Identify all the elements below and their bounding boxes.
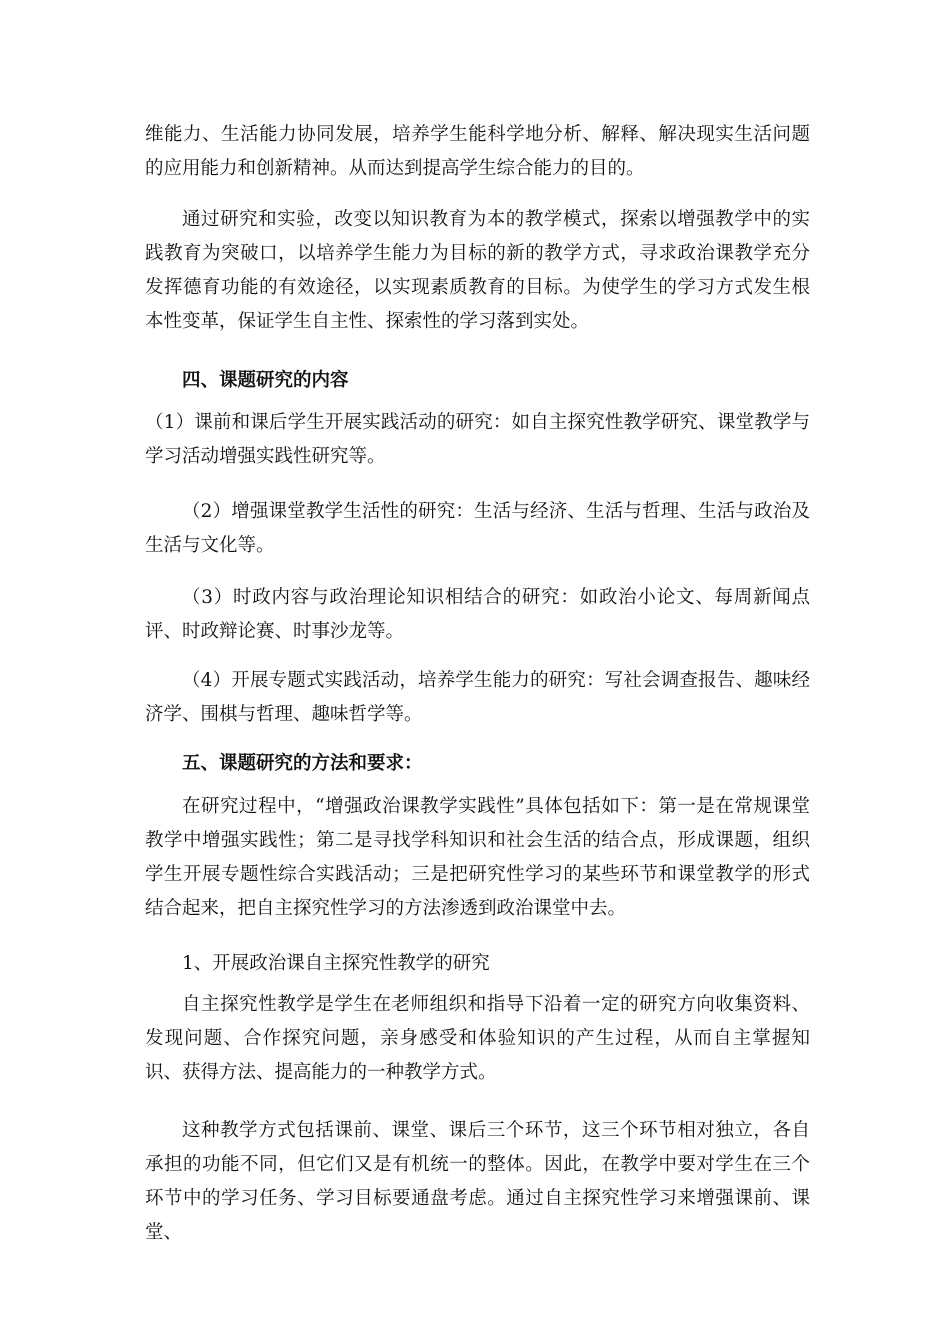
section-heading-research-content: 四、课题研究的内容 (182, 370, 349, 391)
section-heading-methods: 五、课题研究的方法和要求： (182, 753, 423, 774)
paragraph-teaching-stages: 这种教学方式包括课前、课堂、课后三个环节，这三个环节相对独立，各自承担的功能不同，但它们又是有机统一的整体。因此，在教学中要对学生在三个环节中的学习任务、学习目标要通盘考虑。通过自主探究性学习来增强课前、课堂、 (145, 1120, 810, 1243)
content-item-2: （2）增强课堂教学生活性的研究：生活与经济、生活与哲理、生活与政治及生活与文化等。 (145, 501, 810, 556)
paragraph-research-purpose: 通过研究和实验，改变以知识教育为本的教学模式，探索以增强教学中的实践教育为突破口，以培养学生能力为目标的新的教学方式，寻求政治课教学充分发挥德育功能的有效途径，以实现素质教育的目标。为使学生的学习方式发生根本性变革，保证学生自主性、探索性的学习落到实处。 (145, 209, 810, 332)
paragraph-methods-detail: 在研究过程中，“增强政治课教学实践性”具体包括如下：第一是在常规课堂教学中增强实践性；第二是寻找学科知识和社会生活的结合点，形成课题，组织学生开展专题性综合实践活动；三是把研究性学习的某些环节和课堂教学的形式结合起来，把自主探究性学习的方法渗透到政治课堂中去。 (145, 796, 810, 919)
content-item-1: （1）课前和课后学生开展实践活动的研究：如自主探究性教学研究、课堂教学与学习活动增强实践性研究等。 (145, 412, 810, 467)
paragraph-inquiry-definition: 自主探究性教学是学生在老师组织和指导下沿着一定的研究方向收集资料、发现问题、合作探究问题，亲身感受和体验知识的产生过程，从而自主掌握知识、获得方法、提高能力的一种教学方式。 (145, 994, 810, 1083)
subheading-autonomous-inquiry: 1、开展政治课自主探究性教学的研究 (182, 953, 490, 974)
paragraph-goal-continuation: 维能力、生活能力协同发展，培养学生能科学地分析、解释、解决现实生活问题的应用能力和创新精神。从而达到提高学生综合能力的目的。 (145, 124, 810, 179)
content-item-3: （3）时政内容与政治理论知识相结合的研究：如政治小论文、每周新闻点评、时政辩论赛、时事沙龙等。 (145, 587, 810, 642)
content-item-4: （4）开展专题式实践活动，培养学生能力的研究：写社会调查报告、趣味经济学、围棋与哲理、趣味哲学等。 (145, 670, 810, 725)
